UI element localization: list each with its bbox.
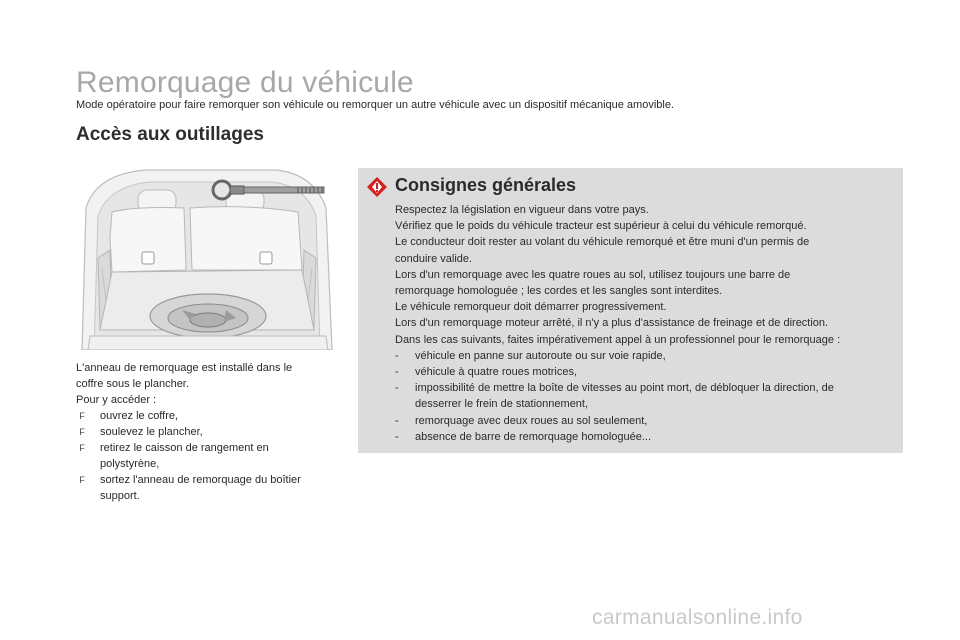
dash-marker: - bbox=[395, 349, 399, 362]
rule-line: Lors d'un remorquage moteur arrêté, il n'y a plus d'assistance de freinage et de direction. bbox=[395, 317, 829, 330]
intro-lead: Pour y accéder : bbox=[76, 394, 157, 406]
case-text: remorquage avec deux roues au sol seulement, bbox=[415, 414, 648, 427]
rule-line: remorquage homologuée ; les cordes et les sangles sont interdites. bbox=[395, 285, 723, 298]
warning-exclamation-icon bbox=[366, 176, 388, 198]
dash-marker: - bbox=[395, 414, 399, 427]
step-text: sortez l'anneau de remorquage du boîtier bbox=[100, 474, 301, 486]
bullet-marker: F bbox=[79, 411, 85, 421]
rule-line: Vérifiez que le poids du véhicule tracteur est supérieur à celui du véhicule remorqué. bbox=[395, 220, 807, 233]
step-text-continued: support. bbox=[100, 490, 140, 502]
list-item bbox=[76, 440, 340, 472]
case-text: véhicule à quatre roues motrices, bbox=[415, 366, 578, 379]
panel-title: Consignes générales bbox=[395, 175, 577, 195]
rule-line: Le véhicule remorqueur doit démarrer progressivement. bbox=[395, 301, 667, 314]
step-text: ouvrez le coffre, bbox=[100, 410, 179, 422]
dash-marker: - bbox=[395, 430, 399, 443]
list-item bbox=[395, 413, 895, 429]
rule-line: conduire valide. bbox=[395, 252, 473, 265]
general-instructions-panel bbox=[358, 168, 903, 453]
rule-line: Dans les cas suivants, faites impérativement appel à un professionnel pour le remorquage : bbox=[395, 333, 841, 346]
professional-cases-list bbox=[395, 348, 895, 445]
rule-line: Lors d'un remorquage avec les quatre roues au sol, utilisez toujours une barre de bbox=[395, 268, 791, 281]
dash-marker: - bbox=[395, 366, 399, 379]
intro-line-2: coffre sous le plancher. bbox=[76, 378, 189, 390]
bullet-marker: F bbox=[79, 475, 85, 485]
bullet-marker: F bbox=[79, 443, 85, 453]
list-item bbox=[395, 348, 895, 364]
case-text-continued: desserrer le frein de stationnement, bbox=[415, 398, 589, 411]
list-item bbox=[395, 429, 895, 445]
page-subtitle: Mode opératoire pour faire remorquer son véhicule ou remorquer un autre véhicule avec un dispositif mécanique amovible. bbox=[76, 99, 674, 111]
list-item bbox=[395, 380, 895, 412]
step-text-continued: polystyrène, bbox=[100, 458, 160, 470]
section-heading: Accès aux outillages bbox=[76, 124, 264, 145]
bullet-marker: F bbox=[79, 427, 85, 437]
case-text: véhicule en panne sur autoroute ou sur voie rapide, bbox=[415, 349, 666, 362]
step-text: retirez le caisson de rangement en bbox=[100, 442, 269, 454]
dash-marker: - bbox=[395, 382, 399, 395]
step-text: soulevez le plancher, bbox=[100, 426, 203, 438]
list-item bbox=[76, 408, 340, 424]
page-title: Remorquage du véhicule bbox=[76, 66, 414, 99]
watermark-text: carmanualsonline.info bbox=[592, 606, 803, 629]
rule-line: Respectez la législation en vigueur dans votre pays. bbox=[395, 204, 649, 216]
list-item bbox=[395, 364, 895, 380]
access-instructions bbox=[76, 360, 340, 504]
intro-line-1: L'anneau de remorquage est installé dans le bbox=[76, 362, 293, 374]
trunk-illustration bbox=[76, 168, 340, 350]
list-item bbox=[76, 424, 340, 440]
case-text: absence de barre de remorquage homologuée... bbox=[415, 430, 652, 443]
rule-line: Le conducteur doit rester au volant du véhicule remorqué et être muni d'un permis de bbox=[395, 236, 810, 249]
case-text: impossibilité de mettre la boîte de vitesses au point mort, de débloquer la direction, de bbox=[415, 382, 834, 395]
list-item bbox=[76, 472, 340, 504]
panel-body bbox=[395, 202, 895, 445]
access-steps-list bbox=[76, 408, 340, 504]
